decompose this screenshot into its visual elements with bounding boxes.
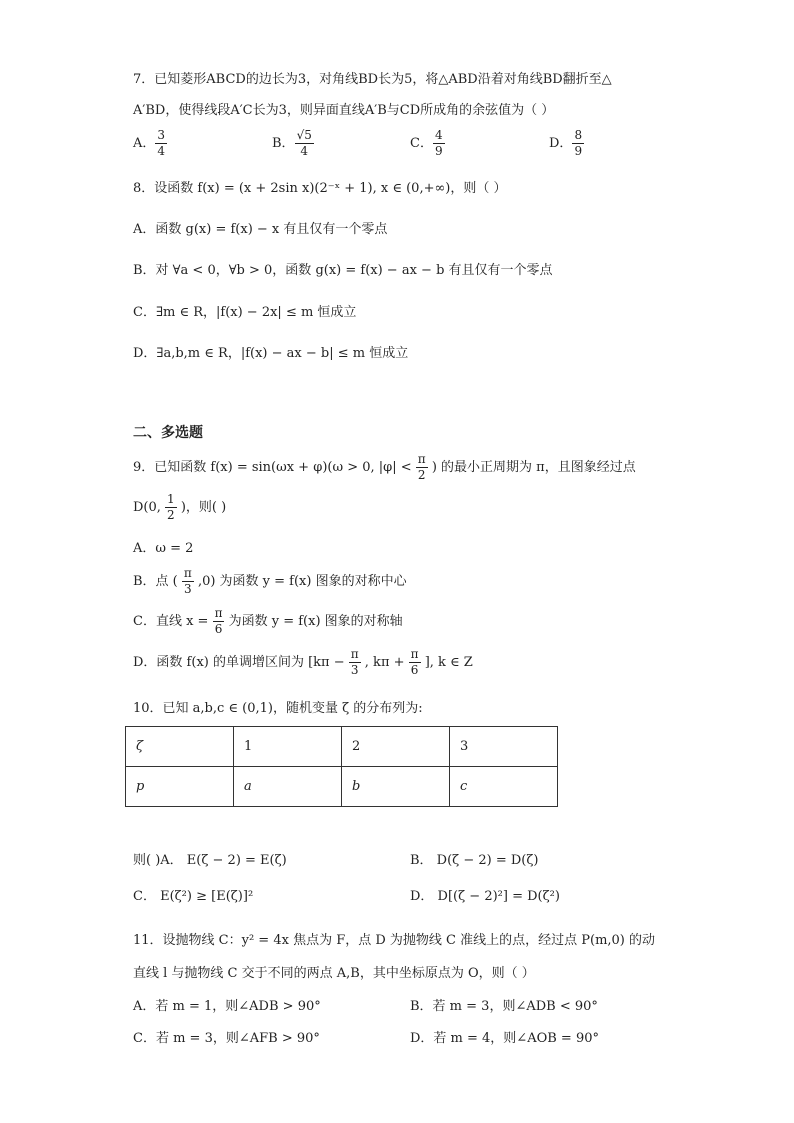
q8-option-a: A．函数 g(x) = f(x) − x 有且仅有一个零点	[133, 222, 388, 237]
q11-stem-line2: 直线 l 与抛物线 C 交于不同的两点 A,B，其中坐标原点为 O，则（ ）	[133, 966, 535, 981]
q7-option-d: D． $\frac{8}{9}$	[549, 128, 583, 158]
q9-option-a: A．ω = 2	[133, 541, 194, 556]
table-cell: 1	[234, 727, 342, 767]
table-cell: b	[342, 767, 450, 807]
distribution-table	[125, 726, 558, 807]
q9-option-d: D．函数 f(x) 的单调增区间为 [kπ − $\frac{\pi}{3}$ , kπ + $\frac{\pi}{6}$ ], k ∈ Z	[133, 647, 473, 677]
q9-option-c: C．直线 x = $\frac{\pi}{6}$ 为函数 y = f(x) 图象的对称轴	[133, 606, 403, 636]
q10-option-b: B． D(ζ − 2) = D(ζ)	[410, 853, 539, 868]
q10-stem: 10．已知 a,b,c ∈ (0,1)，随机变量 ζ 的分布列为:	[133, 701, 423, 716]
table-row	[126, 767, 558, 807]
q11-option-b: B．若 m = 3，则∠ADB < 90°	[410, 999, 598, 1014]
q7-option-a: A． $\frac{3}{4}$	[133, 128, 166, 158]
q7-option-c: C． $\frac{4}{9}$	[410, 128, 443, 158]
table-cell: p	[126, 767, 234, 807]
q9-option-b: B．点 ( $\frac{\pi}{3}$ ,0) 为函数 y = f(x) 图象的对称中心	[133, 566, 407, 596]
q9-stem-point: D(0, $\frac{1}{2}$ )，则( )	[133, 492, 227, 522]
q9-stem: 9．已知函数 f(x) = sin(ωx + φ)(ω > 0, |φ| < $\frac{\pi}{2}$ ) 的最小正周期为 π，且图象经过点	[133, 452, 636, 482]
q11-stem-line1: 11．设抛物线 C：y² = 4x 焦点为 F，点 D 为抛物线 C 准线上的点，经过点 P(m,0) 的动	[133, 933, 656, 948]
q7-stem-line1: 7．已知菱形ABCD的边长为3，对角线BD长为5，将△ABD沿着对角线BD翻折至△	[133, 72, 612, 87]
q8-option-d: D．∃a,b,m ∈ R，|f(x) − ax − b| ≤ m 恒成立	[133, 346, 409, 361]
q10-option-a: 则( )A． E(ζ − 2) = E(ζ)	[133, 853, 287, 868]
q7-stem-line2: A′BD，使得线段A′C长为3，则异面直线A′B与CD所成角的余弦值为（ ）	[133, 103, 555, 118]
table-cell: 3	[450, 727, 558, 767]
table-cell: c	[450, 767, 558, 807]
table-row	[126, 727, 558, 767]
q8-option-c: C．∃m ∈ R，|f(x) − 2x| ≤ m 恒成立	[133, 305, 357, 320]
table-cell: 2	[342, 727, 450, 767]
q7-option-b: B． $\frac{√5}{4}$	[272, 128, 312, 158]
q10-option-c: C． E(ζ²) ≥ [E(ζ)]²	[133, 889, 254, 904]
q8-stem: 8．设函数 f(x) = (x + 2sin x)(2⁻ˣ + 1), x ∈ (0,+∞)，则（ ）	[133, 181, 507, 196]
q11-option-c: C．若 m = 3，则∠AFB > 90°	[133, 1031, 320, 1046]
section-heading-multiple-choice: 二、多选题	[133, 425, 203, 441]
table-cell: a	[234, 767, 342, 807]
table-cell: ζ	[126, 727, 234, 767]
q11-option-d: D．若 m = 4，则∠AOB = 90°	[410, 1031, 600, 1046]
q8-option-b: B．对 ∀a < 0，∀b > 0，函数 g(x) = f(x) − ax − b 有且仅有一个零点	[133, 263, 553, 278]
q10-option-d: D． D[(ζ − 2)²] = D(ζ²)	[410, 889, 560, 904]
q11-option-a: A．若 m = 1，则∠ADB > 90°	[133, 999, 321, 1014]
